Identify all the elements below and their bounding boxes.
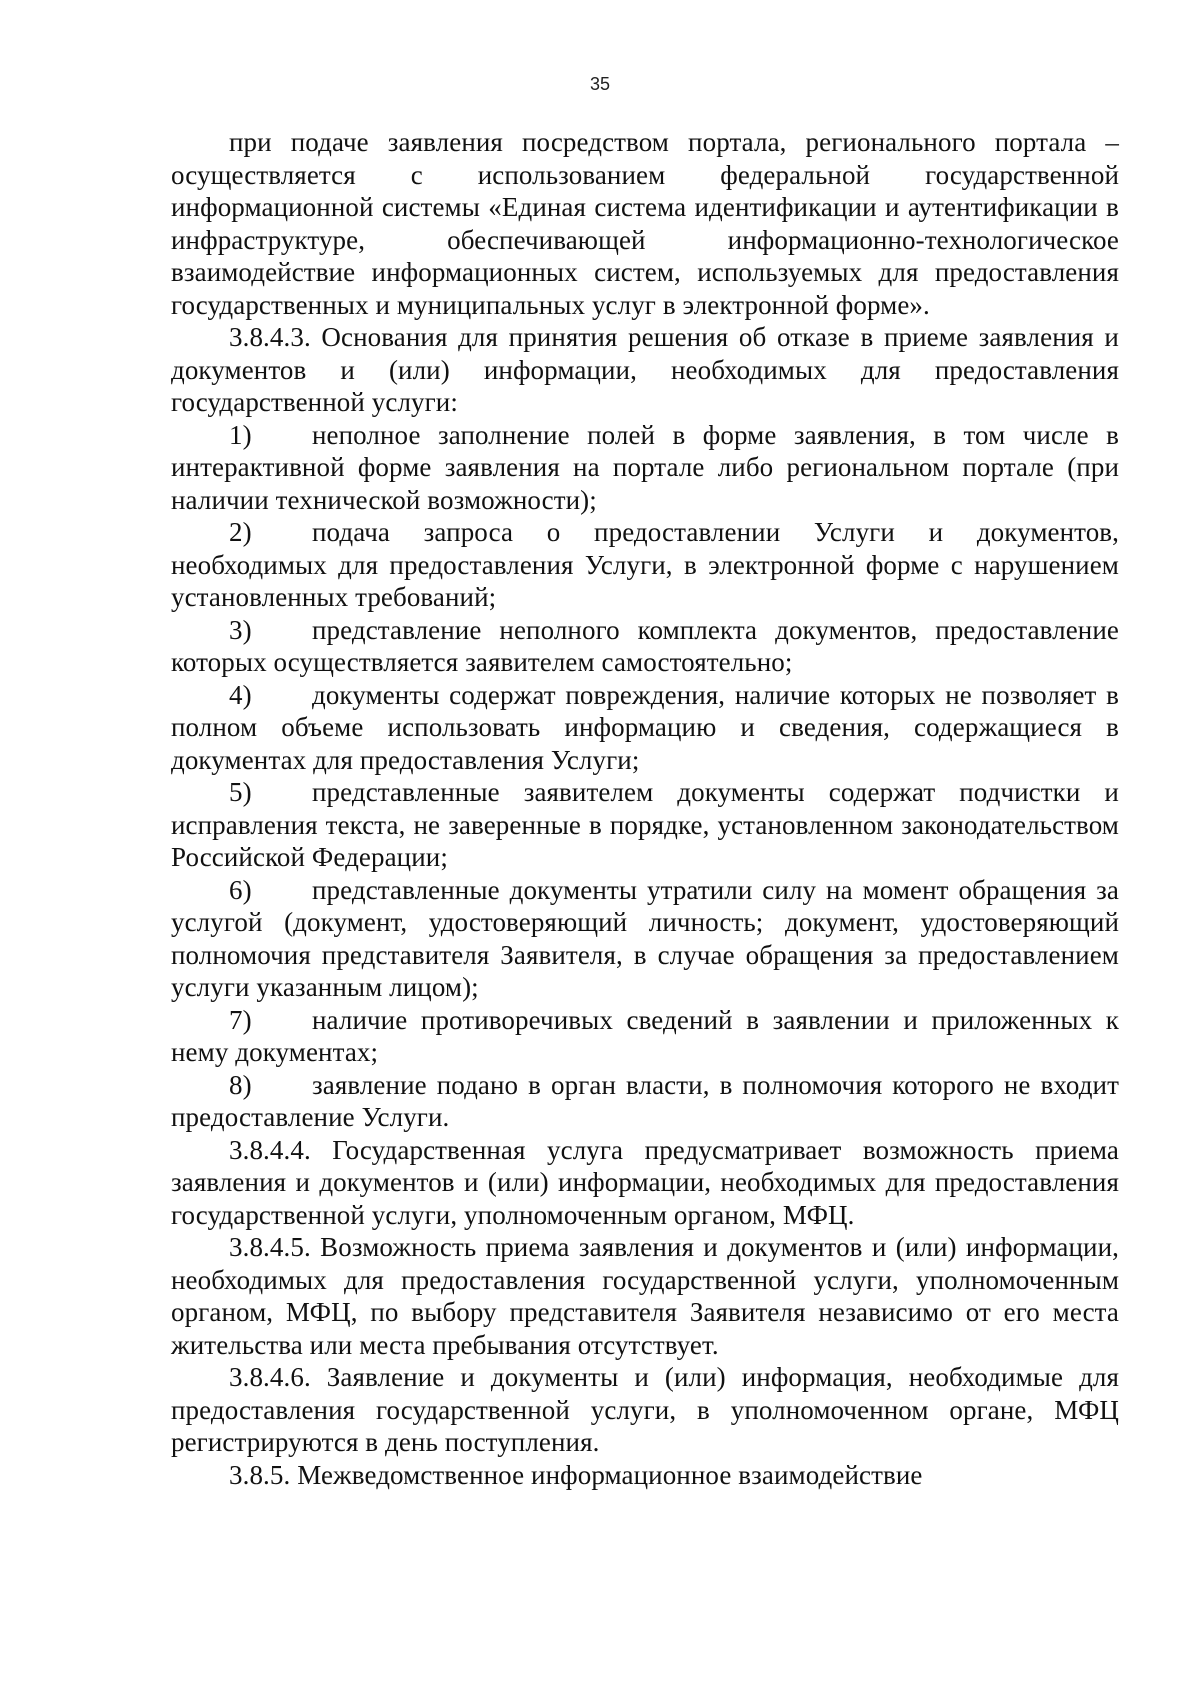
list-item-text: документы содержат повреждения, наличие которых не позволяет в полном объеме использовать информацию и сведения, содержащиеся в документах для предоставления Услуги;: [171, 679, 1119, 775]
list-item-text: неполное заполнение полей в форме заявления, в том числе в интерактивной форме заявления на портале либо региональном портале (при наличии технической возможности);: [171, 419, 1119, 515]
paragraph-3-8-4-6: 3.8.4.6. Заявление и документы и (или) информация, необходимые для предоставления государственной услуги, в уполномоченном органе, МФЦ регистрируются в день поступления.: [171, 1362, 1119, 1457]
list-item-number: 2): [229, 517, 252, 547]
paragraph-3-8-4-4: 3.8.4.4. Государственная услуга предусматривает возможность приема заявления и документов и (или) информации, необходимых для предоставления государственной услуги, уполномоченным органом, МФЦ.: [171, 1134, 1119, 1230]
list-item: [171, 516, 1119, 614]
list-item: [171, 874, 1119, 1004]
list-item-number: 1): [229, 419, 252, 450]
list-item-text: представленные заявителем документы содержат подчистки и исправления текста, не заверенные в порядке, установленном законодательством Российской Федерации;: [171, 777, 1119, 872]
list-item: [171, 419, 1119, 517]
list-item-number: 8): [229, 1069, 252, 1100]
list-item-text: подача запроса о предоставлении Услуги и документов, необходимых для предоставления Услуги, в электронной форме с нарушением установленных требований;: [171, 517, 1119, 612]
paragraph-3-8-5: 3.8.5. Межведомственное информационное взаимодействие: [229, 1459, 923, 1490]
list-item: [171, 679, 1119, 777]
list-item: [171, 1004, 1119, 1069]
list-item-number: 4): [229, 679, 252, 710]
list-item-text: представление неполного комплекта документов, предоставление которых осуществляется заявителем самостоятельно;: [171, 614, 1119, 677]
list-item-text: представленные документы утратили силу на момент обращения за услугой (документ, удостоверяющий личность; документ, удостоверяющий полномочия представителя Заявителя, в случае обращения за предоставлением услуги указанным лицом);: [171, 874, 1119, 1002]
document-body: [171, 126, 1119, 1491]
paragraph-3-8-4-3: 3.8.4.3. Основания для принятия решения об отказе в приеме заявления и документов и (или) информации, необходимых для предоставления государственной услуги:: [171, 322, 1119, 417]
paragraph-3-8-4-5: 3.8.4.5. Возможность приема заявления и документов и (или) информации, необходимых для предоставления государственной услуги, уполномоченным органом, МФЦ, по выбору представителя Заявителя независимо от его места жительства или места пребывания отсутствует.: [171, 1232, 1119, 1360]
list-item-text: заявление подано в орган власти, в полномочия которого не входит предоставление Услуги.: [171, 1069, 1119, 1132]
list-item-number: 3): [229, 614, 252, 645]
list-item-number: 7): [229, 1004, 252, 1035]
list-item-text: наличие противоречивых сведений в заявлении и приложенных к нему документах;: [171, 1004, 1119, 1067]
list-item: [171, 614, 1119, 679]
page-number: 35: [589, 74, 611, 94]
list-item: [171, 1069, 1119, 1134]
list-item: [171, 776, 1119, 874]
paragraph-auth-system: при подаче заявления посредством портала, регионального портала – осуществляется с использованием федеральной государственной информационной системы «Единая система идентификации и аутентификации в инфраструктуре, обеспечивающей информационно-технологическое взаимодействие информационных систем, используемых для предоставления государственных и муниципальных услуг в электронной форме».: [171, 127, 1119, 320]
list-item-number: 6): [229, 874, 252, 905]
list-item-number: 5): [229, 777, 252, 807]
